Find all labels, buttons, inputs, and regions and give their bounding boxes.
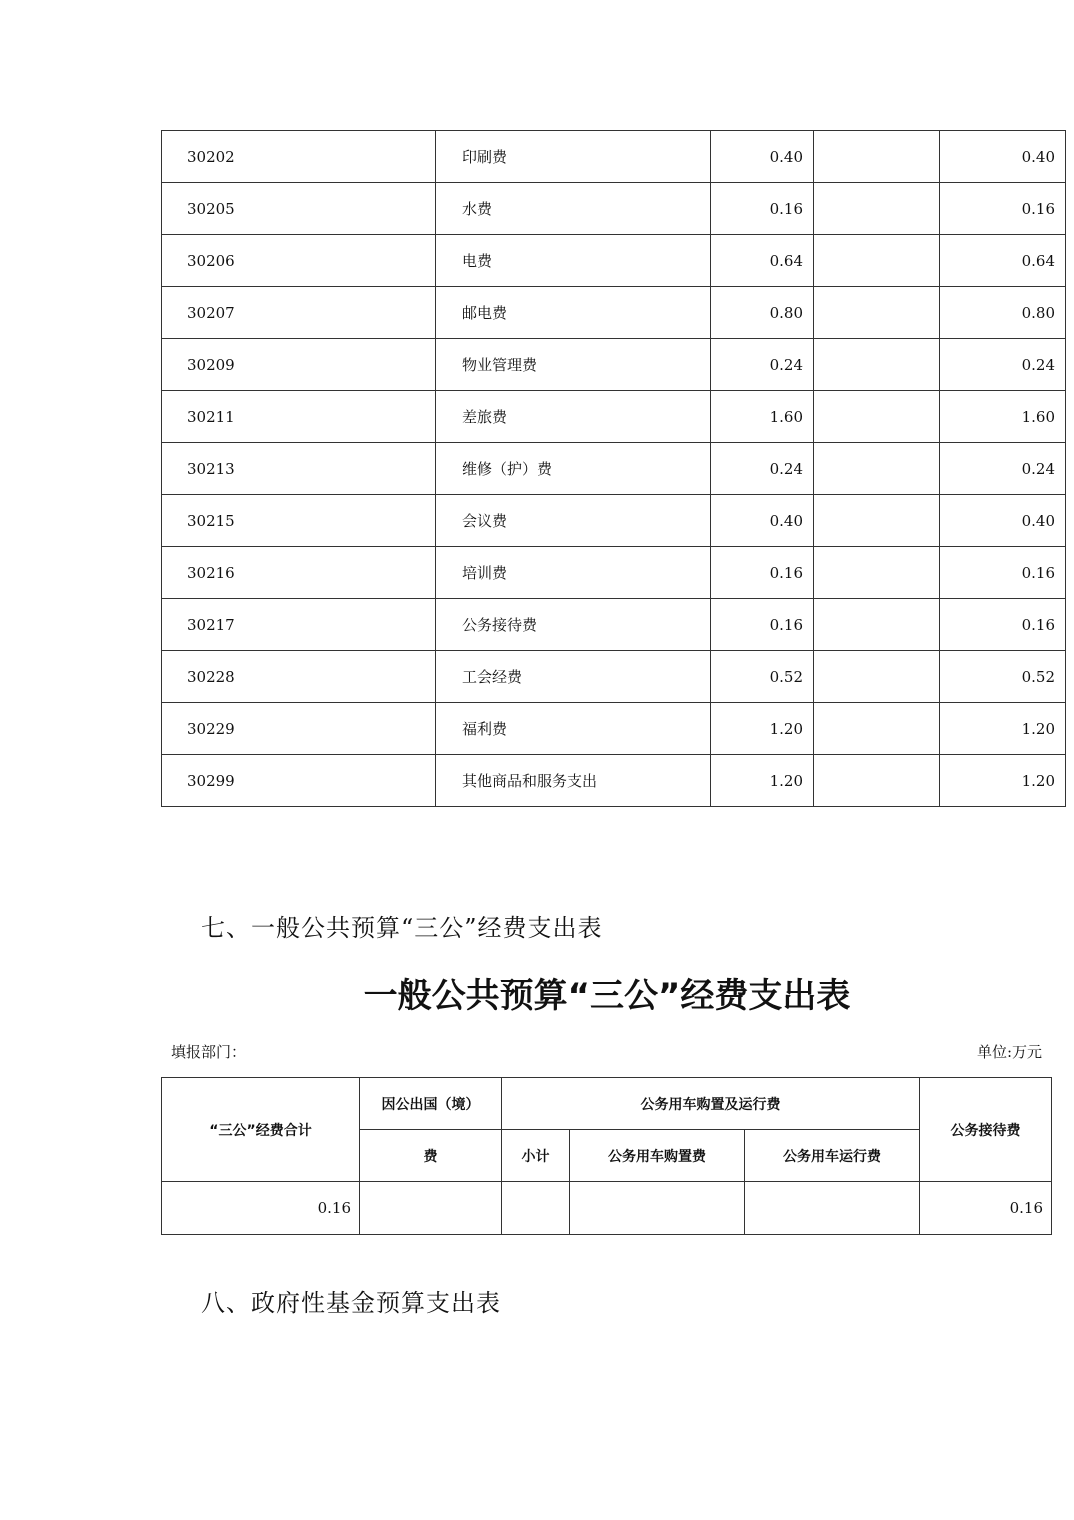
row-code: 30229 <box>162 703 436 755</box>
row-code: 30213 <box>162 443 436 495</box>
row-blank <box>814 755 940 807</box>
row-total: 0.24 <box>940 443 1066 495</box>
table-row <box>162 287 1066 339</box>
header-vehicle-operation: 公务用车运行费 <box>745 1130 920 1182</box>
row-name: 维修（护）费 <box>436 443 711 495</box>
row-amount: 0.16 <box>711 599 814 651</box>
header-abroad-line2: 费 <box>360 1130 502 1182</box>
header-subtotal: 小计 <box>502 1130 570 1182</box>
table-row <box>162 755 1066 807</box>
row-total: 0.40 <box>940 131 1066 183</box>
row-total: 0.80 <box>940 287 1066 339</box>
cell-reception: 0.16 <box>920 1182 1052 1235</box>
row-amount: 0.24 <box>711 339 814 391</box>
row-total: 1.20 <box>940 703 1066 755</box>
cell-total: 0.16 <box>162 1182 360 1235</box>
sangong-data-row <box>162 1182 1052 1235</box>
row-blank <box>814 599 940 651</box>
table-row <box>162 703 1066 755</box>
row-total: 0.16 <box>940 547 1066 599</box>
row-name: 福利费 <box>436 703 711 755</box>
row-amount: 1.20 <box>711 703 814 755</box>
row-code: 30228 <box>162 651 436 703</box>
row-code: 30215 <box>162 495 436 547</box>
row-total: 1.60 <box>940 391 1066 443</box>
header-total: “三公”经费合计 <box>162 1078 360 1182</box>
row-amount: 1.20 <box>711 755 814 807</box>
row-total: 0.64 <box>940 235 1066 287</box>
row-amount: 0.80 <box>711 287 814 339</box>
row-blank <box>814 495 940 547</box>
row-amount: 0.64 <box>711 235 814 287</box>
row-total: 0.16 <box>940 599 1066 651</box>
row-amount: 0.24 <box>711 443 814 495</box>
table-row <box>162 443 1066 495</box>
row-blank <box>814 651 940 703</box>
row-code: 30206 <box>162 235 436 287</box>
cell-abroad <box>360 1182 502 1235</box>
expense-table-body <box>162 131 1066 807</box>
row-name: 水费 <box>436 183 711 235</box>
row-amount: 0.16 <box>711 547 814 599</box>
row-code: 30207 <box>162 287 436 339</box>
row-name: 邮电费 <box>436 287 711 339</box>
row-blank <box>814 235 940 287</box>
header-reception: 公务接待费 <box>920 1078 1052 1182</box>
row-total: 1.20 <box>940 755 1066 807</box>
table-row <box>162 131 1066 183</box>
cell-vehicle-purchase <box>570 1182 745 1235</box>
row-total: 0.24 <box>940 339 1066 391</box>
row-blank <box>814 287 940 339</box>
row-amount: 0.40 <box>711 131 814 183</box>
sangong-table-title: 一般公共预算“三公”经费支出表 <box>363 976 851 1016</box>
row-total: 0.16 <box>940 183 1066 235</box>
row-code: 30205 <box>162 183 436 235</box>
row-amount: 0.40 <box>711 495 814 547</box>
table-row <box>162 599 1066 651</box>
row-blank <box>814 391 940 443</box>
row-name: 工会经费 <box>436 651 711 703</box>
row-name: 差旅费 <box>436 391 711 443</box>
section-heading-7: 七、一般公共预算“三公”经费支出表 <box>201 914 603 942</box>
row-name: 物业管理费 <box>436 339 711 391</box>
header-abroad-line1: 因公出国（境） <box>360 1078 502 1130</box>
row-blank <box>814 443 940 495</box>
cell-vehicle-operation <box>745 1182 920 1235</box>
expense-table <box>161 130 1066 807</box>
row-name: 会议费 <box>436 495 711 547</box>
row-amount: 0.52 <box>711 651 814 703</box>
fill-dept-label: 填报部门： <box>171 1043 247 1061</box>
table-row <box>162 391 1066 443</box>
row-total: 0.40 <box>940 495 1066 547</box>
table-row <box>162 183 1066 235</box>
header-vehicle-purchase: 公务用车购置费 <box>570 1130 745 1182</box>
cell-subtotal <box>502 1182 570 1235</box>
sangong-header-row-1 <box>162 1078 1052 1130</box>
row-name: 电费 <box>436 235 711 287</box>
row-blank <box>814 547 940 599</box>
row-amount: 1.60 <box>711 391 814 443</box>
table-row <box>162 235 1066 287</box>
row-blank <box>814 703 940 755</box>
row-code: 30299 <box>162 755 436 807</box>
row-name: 公务接待费 <box>436 599 711 651</box>
header-vehicle: 公务用车购置及运行费 <box>502 1078 920 1130</box>
unit-label: 单位:万元 <box>976 1043 1042 1061</box>
row-blank <box>814 183 940 235</box>
row-blank <box>814 131 940 183</box>
row-name: 培训费 <box>436 547 711 599</box>
row-code: 30202 <box>162 131 436 183</box>
row-code: 30217 <box>162 599 436 651</box>
section-heading-8: 八、政府性基金预算支出表 <box>201 1289 501 1317</box>
row-amount: 0.16 <box>711 183 814 235</box>
row-total: 0.52 <box>940 651 1066 703</box>
table-row <box>162 651 1066 703</box>
row-name: 其他商品和服务支出 <box>436 755 711 807</box>
row-blank <box>814 339 940 391</box>
row-code: 30216 <box>162 547 436 599</box>
table-row <box>162 495 1066 547</box>
table-row <box>162 547 1066 599</box>
row-code: 30211 <box>162 391 436 443</box>
table-row <box>162 339 1066 391</box>
sangong-table <box>161 1077 1052 1235</box>
row-name: 印刷费 <box>436 131 711 183</box>
row-code: 30209 <box>162 339 436 391</box>
